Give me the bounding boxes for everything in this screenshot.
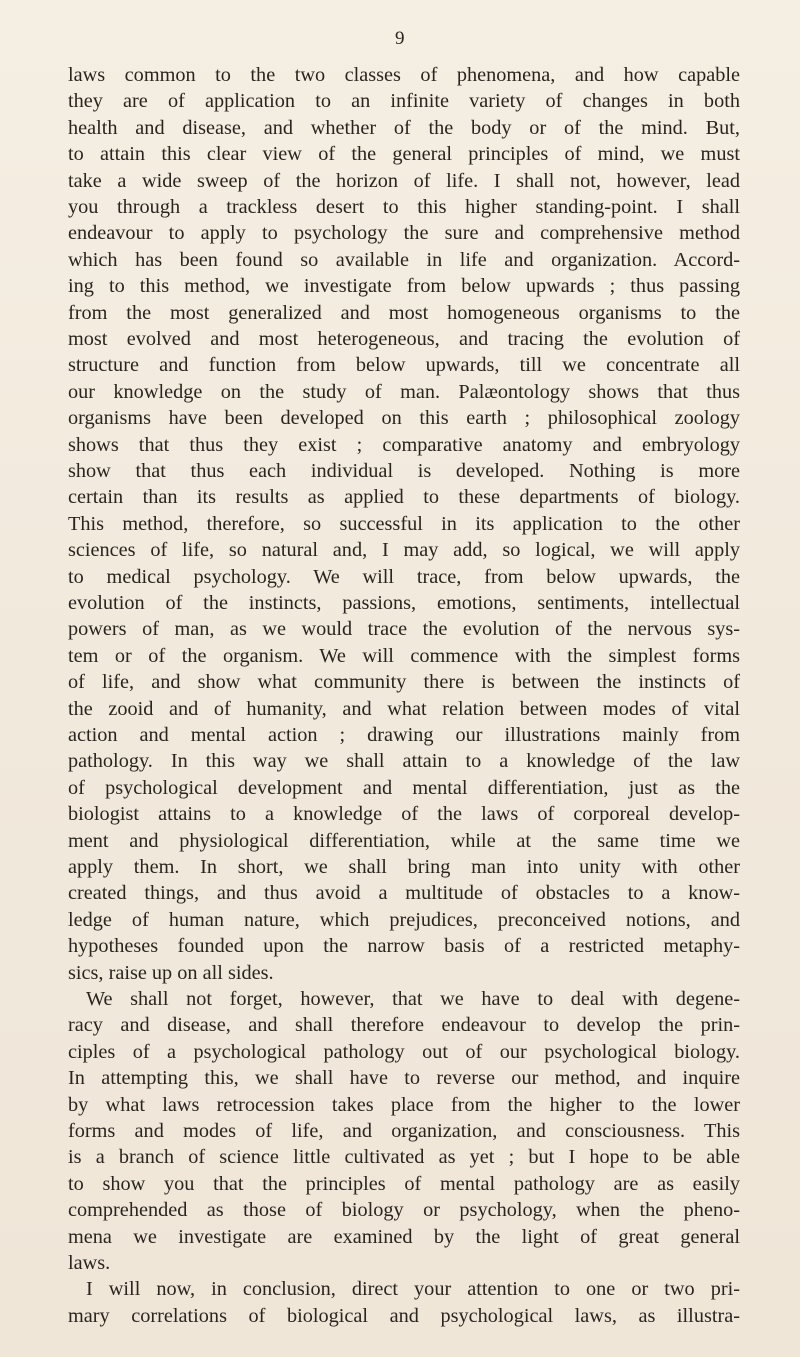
text-line: which has been found so available in life and organization. Accord- — [68, 248, 740, 271]
text-line: tem or of the organism. We will commence with the simplest forms — [68, 644, 740, 667]
text-line: sciences of life, so natural and, I may add, so logical, we will apply — [68, 539, 740, 562]
text-line: forms and modes of life, and organization, and consciousness. This — [68, 1120, 740, 1142]
text-line: certain than its results as applied to these departments of biology. — [68, 486, 740, 509]
text-line: of psychological development and mental differentiation, just as the — [68, 776, 740, 799]
text-line: most evolved and most heterogeneous, and tracing the evolution of — [68, 328, 740, 350]
text-line: powers of man, as we would trace the evolution of the nervous sys- — [68, 618, 740, 641]
text-line: mena we investigate are examined by the light of great general — [68, 1225, 740, 1248]
text-line: structure and function from below upwards, till we concentrate all — [68, 354, 740, 377]
text-line: to attain this clear view of the general principles of mind, we must — [68, 143, 740, 166]
text-line: our knowledge on the study of man. Palæontology shows that thus — [68, 380, 740, 403]
text-line: ing to this method, we investigate from below upwards ; thus passing — [68, 275, 740, 298]
text-line: they are of application to an infinite variety of changes in both — [68, 90, 740, 113]
text-line: to medical psychology. We will trace, from below upwards, the — [68, 565, 740, 588]
text-line: laws. — [68, 1252, 111, 1274]
text-line: health and disease, and whether of the body or of the mind. But, — [68, 116, 740, 139]
text-line: ment and physiological differentiation, while at the same time we — [68, 829, 740, 852]
text-line: action and mental action ; drawing our illustrations mainly from — [68, 724, 740, 746]
text-line: laws common to the two classes of phenomena, and how capable — [68, 64, 740, 86]
text-line: racy and disease, and shall therefore endeavour to develop the prin- — [68, 1014, 740, 1037]
text-line: ledge of human nature, which prejudices, preconceived notions, and — [68, 908, 740, 931]
text-line: by what laws retrocession takes place from the higher to the lower — [68, 1093, 740, 1116]
text-line: mary correlations of biological and psychological laws, as illustra- — [68, 1304, 740, 1327]
text-line: from the most generalized and most homogeneous organisms to the — [68, 301, 740, 324]
text-line: I will now, in conclusion, direct your attention to one or two pri- — [86, 1278, 740, 1301]
text-line: of life, and show what community there is between the instincts of — [68, 671, 740, 694]
text-line: the zooid and of humanity, and what relation between modes of vital — [68, 697, 740, 720]
text-line: hypotheses founded upon the narrow basis of a restricted metaphy- — [68, 935, 740, 958]
text-line: comprehended as those of biology or psychology, when the pheno- — [68, 1199, 740, 1222]
text-line: is a branch of science little cultivated as yet ; but I hope to be able — [68, 1146, 740, 1169]
text-line: This method, therefore, so successful in its application to the other — [68, 512, 740, 535]
text-line: biologist attains to a knowledge of the laws of corporeal develop- — [68, 803, 740, 826]
text-line: you through a trackless desert to this higher standing-point. I shall — [68, 196, 740, 218]
text-line: to show you that the principles of mental pathology are as easily — [68, 1172, 740, 1195]
text-line: apply them. In short, we shall bring man into unity with other — [68, 856, 740, 878]
text-line: We shall not forget, however, that we have to deal with degene- — [86, 988, 740, 1010]
text-line: created things, and thus avoid a multitude of obstacles to a know- — [68, 882, 740, 905]
text-line: evolution of the instincts, passions, emotions, sentiments, intellectual — [68, 592, 740, 614]
text-line: pathology. In this way we shall attain to a knowledge of the law — [68, 750, 740, 773]
text-line: show that thus each individual is developed. Nothing is more — [68, 460, 740, 482]
text-line: sics, raise up on all sides. — [68, 961, 274, 984]
page-number: 9 — [395, 28, 405, 49]
text-line: shows that thus they exist ; comparative anatomy and embryology — [68, 433, 740, 456]
text-line: take a wide sweep of the horizon of life. I shall not, however, lead — [68, 169, 740, 192]
text-line: endeavour to apply to psychology the sure and comprehensive method — [68, 222, 740, 245]
text-line: In attempting this, we shall have to reverse our method, and inquire — [68, 1067, 740, 1090]
text-line: organisms have been developed on this earth ; philosophical zoology — [68, 407, 740, 430]
text-line: ciples of a psychological pathology out of our psychological biology. — [68, 1040, 740, 1063]
